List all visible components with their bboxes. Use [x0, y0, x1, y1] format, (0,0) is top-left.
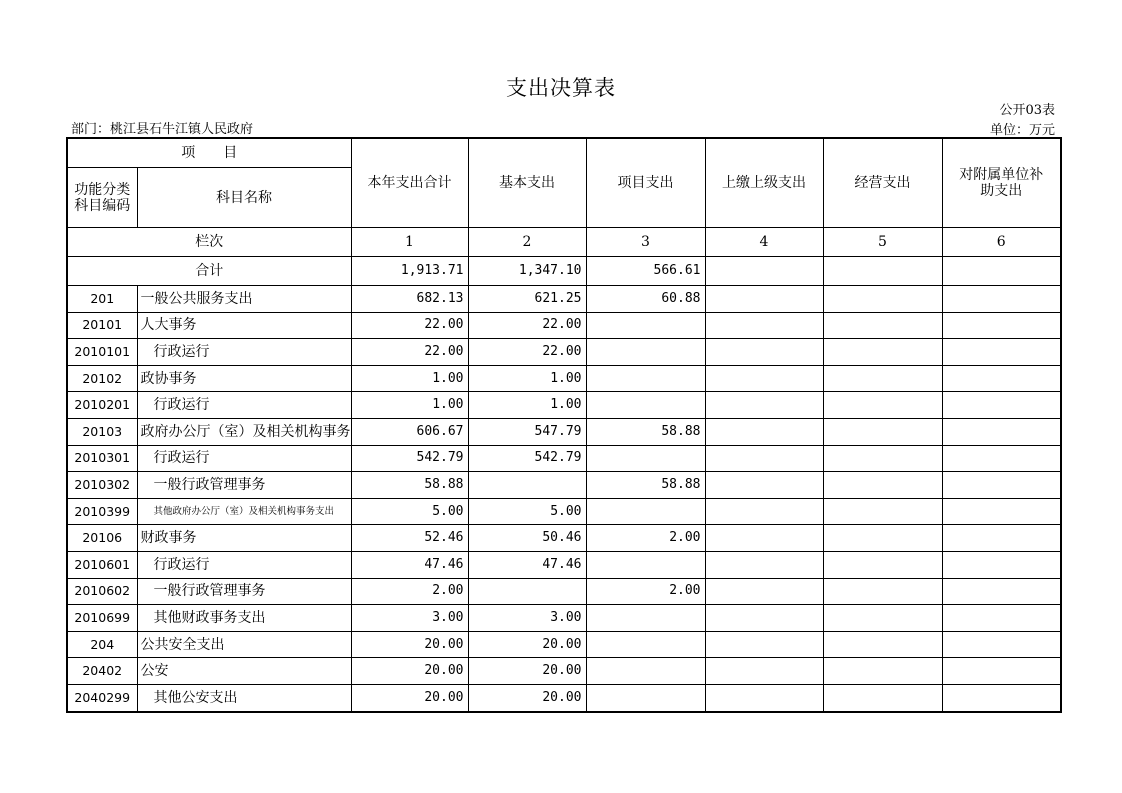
amount-cell: [942, 631, 1061, 658]
table-row: [67, 684, 1061, 711]
amount-cell: [705, 286, 823, 313]
header-func-code: 功能分类科目编码: [67, 168, 137, 228]
column-number: 6: [942, 228, 1061, 257]
amount-cell: 1.00: [468, 392, 586, 419]
header-col-operating: 经营支出: [823, 138, 942, 228]
amount-cell: 606.67: [351, 418, 468, 445]
amount-cell: [586, 684, 705, 711]
amount-cell: [823, 498, 942, 525]
subject-name: 其他财政事务支出: [137, 605, 351, 632]
amount-cell: [942, 525, 1061, 552]
subject-name: 公共安全支出: [137, 631, 351, 658]
amount-cell: [705, 498, 823, 525]
amount-cell: [705, 445, 823, 472]
amount-cell: 1.00: [351, 392, 468, 419]
header-item: 项 目: [67, 138, 351, 168]
amount-cell: [823, 418, 942, 445]
table-row: [67, 365, 1061, 392]
amount-cell: 22.00: [351, 339, 468, 366]
subject-code: 20402: [67, 658, 137, 685]
amount-cell: [705, 472, 823, 499]
amount-cell: [823, 312, 942, 339]
total-value: 1,347.10: [468, 257, 586, 286]
table-row: [67, 339, 1061, 366]
subject-code: 2010602: [67, 578, 137, 605]
amount-cell: [823, 605, 942, 632]
subject-name: 公安: [137, 658, 351, 685]
total-value: 566.61: [586, 257, 705, 286]
subject-code: 20103: [67, 418, 137, 445]
column-number: 4: [705, 228, 823, 257]
amount-cell: [586, 339, 705, 366]
amount-cell: [823, 578, 942, 605]
subject-code: 2010601: [67, 551, 137, 578]
amount-cell: 5.00: [351, 498, 468, 525]
amount-cell: [823, 445, 942, 472]
subject-name: 其他政府办公厅（室）及相关机构事务支出: [137, 498, 351, 525]
amount-cell: [823, 339, 942, 366]
amount-cell: [586, 498, 705, 525]
subject-name: 行政运行: [137, 445, 351, 472]
subject-code: 20106: [67, 525, 137, 552]
page-title: 支出决算表: [506, 76, 616, 100]
total-value: [942, 257, 1061, 286]
subject-name: 财政事务: [137, 525, 351, 552]
header-col-project: 项目支出: [586, 138, 705, 228]
amount-cell: 20.00: [468, 631, 586, 658]
amount-cell: 22.00: [468, 339, 586, 366]
amount-cell: 50.46: [468, 525, 586, 552]
column-number: 1: [351, 228, 468, 257]
amount-cell: [942, 445, 1061, 472]
amount-cell: 47.46: [351, 551, 468, 578]
amount-cell: [942, 684, 1061, 711]
amount-cell: [586, 312, 705, 339]
subject-name: 政协事务: [137, 365, 351, 392]
amount-cell: [823, 472, 942, 499]
subject-code: 20101: [67, 312, 137, 339]
table-row: [67, 286, 1061, 313]
amount-cell: [823, 365, 942, 392]
column-number: 3: [586, 228, 705, 257]
total-label: 合计: [67, 257, 351, 286]
subject-name: 行政运行: [137, 392, 351, 419]
subject-name: 一般公共服务支出: [137, 286, 351, 313]
total-row: [67, 257, 1061, 286]
amount-cell: [942, 605, 1061, 632]
amount-cell: 2.00: [586, 525, 705, 552]
subject-code: 2010301: [67, 445, 137, 472]
amount-cell: [705, 392, 823, 419]
amount-cell: 2.00: [586, 578, 705, 605]
amount-cell: [705, 418, 823, 445]
expenditure-table: [66, 137, 1062, 713]
amount-cell: 547.79: [468, 418, 586, 445]
amount-cell: 22.00: [351, 312, 468, 339]
form-number: 公开03表: [999, 103, 1055, 118]
amount-cell: 22.00: [468, 312, 586, 339]
table-row: [67, 551, 1061, 578]
table-row: [67, 418, 1061, 445]
table-row: [67, 525, 1061, 552]
amount-cell: [942, 578, 1061, 605]
subject-name: 行政运行: [137, 551, 351, 578]
column-number: 2: [468, 228, 586, 257]
amount-cell: 3.00: [351, 605, 468, 632]
amount-cell: [942, 365, 1061, 392]
total-value: [705, 257, 823, 286]
header-col-basic: 基本支出: [468, 138, 586, 228]
header-col-total: 本年支出合计: [351, 138, 468, 228]
amount-cell: 20.00: [351, 658, 468, 685]
table-row: [67, 498, 1061, 525]
table-row: [67, 578, 1061, 605]
amount-cell: 20.00: [468, 658, 586, 685]
amount-cell: [942, 472, 1061, 499]
amount-cell: 58.88: [351, 472, 468, 499]
amount-cell: 52.46: [351, 525, 468, 552]
amount-cell: 58.88: [586, 472, 705, 499]
subject-name: 一般行政管理事务: [137, 472, 351, 499]
column-index-label: 栏次: [67, 228, 351, 257]
amount-cell: 20.00: [468, 684, 586, 711]
header-subject-name: 科目名称: [137, 168, 351, 228]
amount-cell: [942, 312, 1061, 339]
amount-cell: 20.00: [351, 684, 468, 711]
amount-cell: [942, 658, 1061, 685]
amount-cell: [705, 365, 823, 392]
amount-cell: 47.46: [468, 551, 586, 578]
subject-code: 2010699: [67, 605, 137, 632]
amount-cell: [705, 605, 823, 632]
amount-cell: 2.00: [351, 578, 468, 605]
amount-cell: 60.88: [586, 286, 705, 313]
table-row: [67, 472, 1061, 499]
amount-cell: [586, 605, 705, 632]
total-value: [823, 257, 942, 286]
amount-cell: [705, 339, 823, 366]
header-col-remit: 上缴上级支出: [705, 138, 823, 228]
amount-cell: [468, 472, 586, 499]
amount-cell: [942, 339, 1061, 366]
amount-cell: [705, 578, 823, 605]
amount-cell: 1.00: [468, 365, 586, 392]
amount-cell: [823, 392, 942, 419]
subject-code: 201: [67, 286, 137, 313]
amount-cell: [586, 551, 705, 578]
amount-cell: [823, 286, 942, 313]
subject-name: 政府办公厅（室）及相关机构事务: [137, 418, 351, 445]
amount-cell: [942, 392, 1061, 419]
subject-code: 2040299: [67, 684, 137, 711]
subject-code: 20102: [67, 365, 137, 392]
header-col-subsidy: 对附属单位补助支出: [942, 138, 1061, 228]
table-row: [67, 312, 1061, 339]
subject-code: 2010399: [67, 498, 137, 525]
amount-cell: [586, 658, 705, 685]
amount-cell: [942, 418, 1061, 445]
amount-cell: 621.25: [468, 286, 586, 313]
amount-cell: [823, 551, 942, 578]
subject-code: 204: [67, 631, 137, 658]
amount-cell: 1.00: [351, 365, 468, 392]
department-label: 部门：桃江县石牛江镇人民政府: [71, 122, 254, 137]
amount-cell: [942, 286, 1061, 313]
amount-cell: [586, 392, 705, 419]
amount-cell: [823, 658, 942, 685]
amount-cell: 542.79: [468, 445, 586, 472]
subject-name: 其他公安支出: [137, 684, 351, 711]
column-number: 5: [823, 228, 942, 257]
unit-label: 单位：万元: [989, 123, 1055, 138]
amount-cell: [823, 684, 942, 711]
amount-cell: 3.00: [468, 605, 586, 632]
amount-cell: [823, 525, 942, 552]
subject-code: 2010101: [67, 339, 137, 366]
amount-cell: 20.00: [351, 631, 468, 658]
table-row: [67, 392, 1061, 419]
amount-cell: [705, 551, 823, 578]
table-row: [67, 605, 1061, 632]
subject-name: 人大事务: [137, 312, 351, 339]
subject-name: 行政运行: [137, 339, 351, 366]
table-row: [67, 445, 1061, 472]
amount-cell: [705, 684, 823, 711]
amount-cell: [586, 631, 705, 658]
amount-cell: [942, 498, 1061, 525]
amount-cell: [705, 525, 823, 552]
table-row: [67, 631, 1061, 658]
amount-cell: 58.88: [586, 418, 705, 445]
subject-code: 2010201: [67, 392, 137, 419]
amount-cell: 5.00: [468, 498, 586, 525]
amount-cell: 682.13: [351, 286, 468, 313]
amount-cell: [468, 578, 586, 605]
total-value: 1,913.71: [351, 257, 468, 286]
amount-cell: [586, 365, 705, 392]
amount-cell: [705, 312, 823, 339]
subject-name: 一般行政管理事务: [137, 578, 351, 605]
table-row: [67, 658, 1061, 685]
subject-code: 2010302: [67, 472, 137, 499]
amount-cell: [823, 631, 942, 658]
amount-cell: [942, 551, 1061, 578]
amount-cell: [705, 658, 823, 685]
amount-cell: 542.79: [351, 445, 468, 472]
amount-cell: [586, 445, 705, 472]
amount-cell: [705, 631, 823, 658]
